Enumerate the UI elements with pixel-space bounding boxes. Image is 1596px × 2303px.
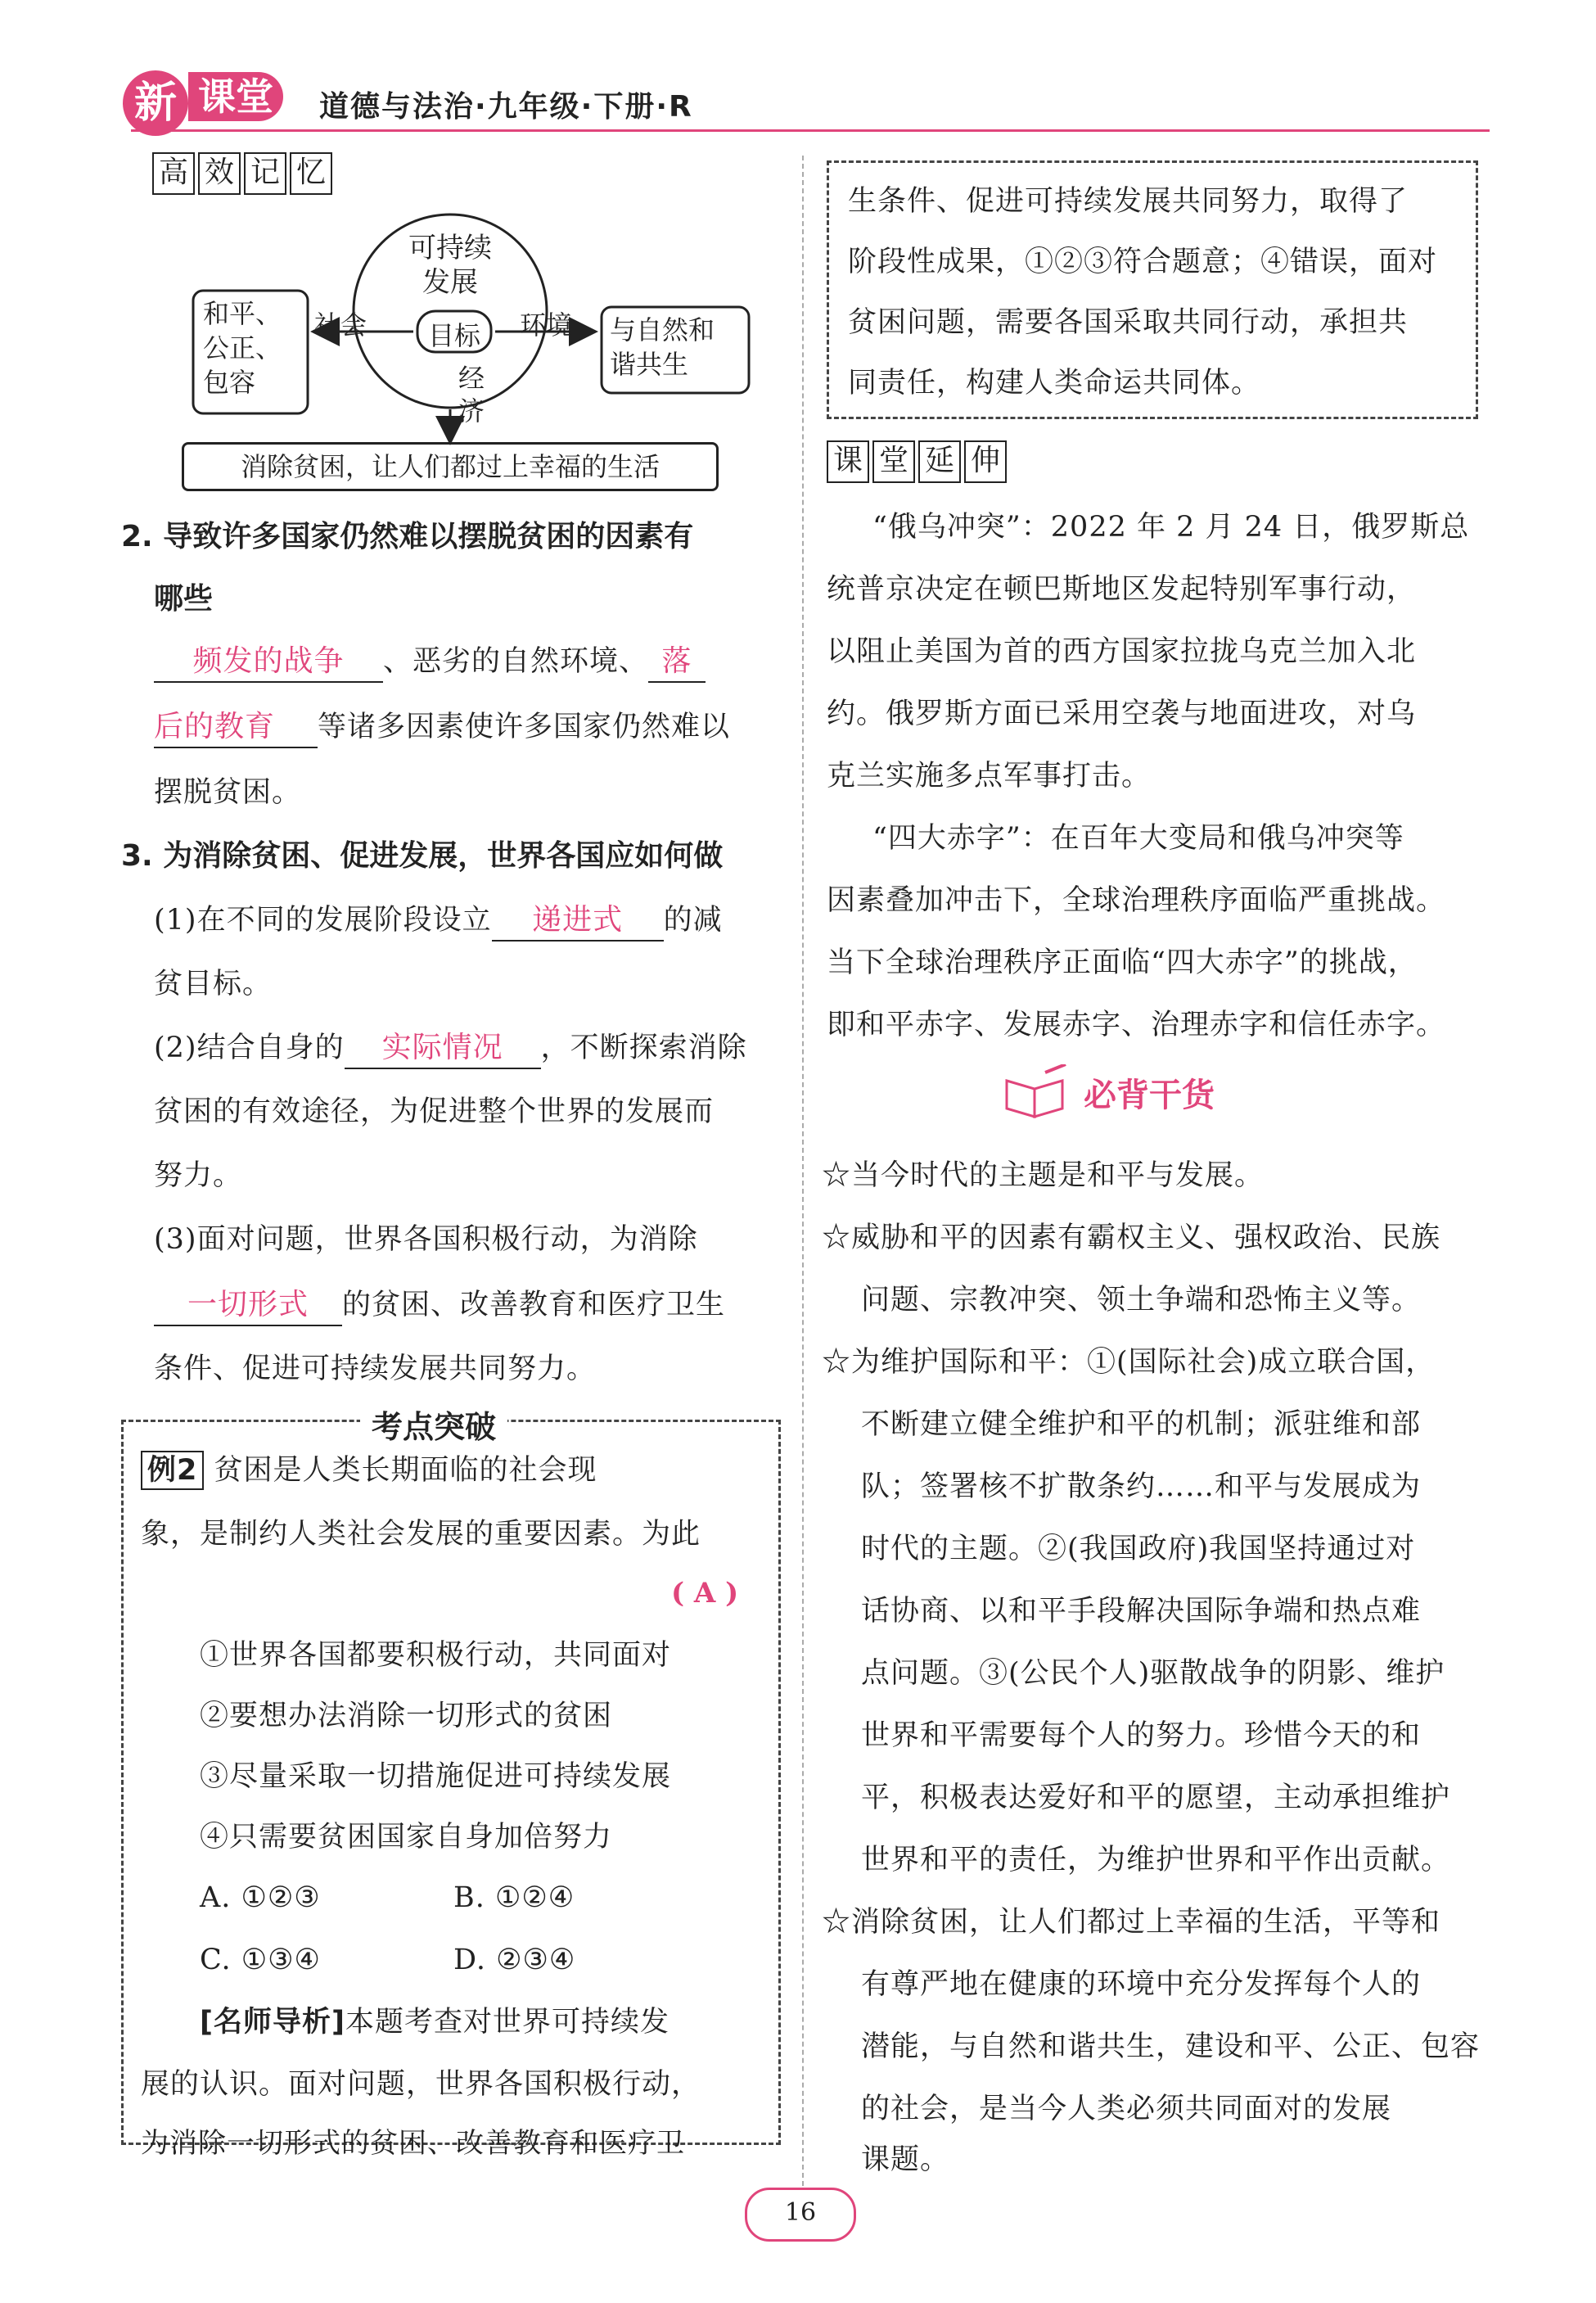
q3-p2-line2: 贫困的有效途径，为促进整个世界的发展而 — [154, 1095, 715, 1128]
label-char: 课 — [827, 440, 869, 483]
must-item-2-l2: 问题、宗教冲突、领土争端和恐怖主义等。 — [861, 1284, 1422, 1316]
label-char: 高 — [152, 152, 195, 195]
ext-p2-l3: 当下全球治理秩序正面临“四大赤字”的挑战， — [827, 946, 1418, 979]
option-3: ③尽量采取一切措施促进可持续发展 — [200, 1760, 672, 1793]
must-item-2-l1: ☆威胁和平的因素有霸权主义、强权政治、民族 — [822, 1221, 1441, 1254]
q3-title: 3. 为消除贫困、促进发展，世界各国应如何做 — [121, 839, 724, 873]
q2-answer-2b: 后的教育 — [154, 707, 318, 748]
analysis-line-3: 为消除一切形式的贫困、改善教育和医疗卫 — [141, 2127, 685, 2160]
must-item-3-l8: 平，积极表达爱好和平的愿望，主动承担维护 — [861, 1781, 1451, 1814]
bottom-box: 消除贫困，让人们都过上幸福的生活 — [182, 442, 719, 491]
example-answer: ( A ) — [671, 1577, 739, 1610]
q3-answer-2: 实际情况 — [345, 1028, 541, 1069]
down-arrow-label: 经 济 — [458, 363, 485, 427]
q3-answer-3: 一切形式 — [154, 1285, 342, 1326]
label-char: 堂 — [872, 440, 915, 483]
example-tag: 例2 — [141, 1451, 204, 1490]
choice-a: A. ①②③ — [200, 1881, 321, 1914]
memory-label — [152, 152, 332, 195]
cont-line-2: 阶段性成果，①②③符合题意；④错误，面对 — [848, 246, 1438, 278]
q2-title: 2. 导致许多国家仍然难以摆脱贫困的因素有 — [121, 520, 694, 553]
ext-p1-l5: 克兰实施多点军事打击。 — [827, 760, 1152, 793]
q3-p1-line2: 贫目标。 — [154, 968, 273, 1000]
q3-p1-post: 的减 — [663, 904, 723, 937]
example-stem-1 — [141, 1439, 597, 1501]
must-item-3-l1: ☆为维护国际和平：①(国际社会)成立联合国， — [822, 1346, 1436, 1379]
label-char: 伸 — [964, 440, 1007, 483]
analysis-line-2: 展的认识。面对问题，世界各国积极行动， — [141, 2068, 701, 2101]
analysis-text-1: 本题考查对世界可持续发 — [345, 2006, 670, 2039]
q2-line1 — [154, 630, 706, 693]
cont-line-4: 同责任，构建人类命运共同体。 — [848, 367, 1261, 400]
q3-p2-pre: (2)结合自身的 — [154, 1032, 345, 1064]
left-box-text: 和平、 公正、 包容 — [203, 298, 282, 398]
label-char: 记 — [244, 152, 286, 195]
cont-line-3: 贫困问题，需要各国采取共同行动，承担共 — [848, 306, 1409, 339]
book-subtitle: 道德与法治·九年级·下册·R — [319, 90, 693, 124]
right-box-text: 与自然和 谐共生 — [610, 314, 715, 380]
choice-b: B. ①②④ — [453, 1881, 575, 1914]
q2-line2 — [154, 696, 730, 758]
q3-p3-line1: (3)面对问题，世界各国积极行动，为消除 — [154, 1223, 698, 1256]
choice-c: C. ①③④ — [200, 1944, 321, 1976]
must-item-1: ☆当今时代的主题是和平与发展。 — [822, 1159, 1265, 1192]
q2-answer-2a: 落 — [648, 642, 706, 683]
option-1: ①世界各国都要积极行动，共同面对 — [200, 1639, 672, 1672]
must-item-3-l6: 点问题。③(公民个人)驱散战争的阴影、维护 — [861, 1657, 1445, 1690]
ext-p1-l3: 以阻止美国为首的西方国家拉拢乌克兰加入北 — [827, 635, 1417, 668]
q3-p1-pre: (1)在不同的发展阶段设立 — [154, 904, 492, 937]
logo-badge: 新 — [123, 70, 188, 136]
q2-title-cont: 哪些 — [154, 582, 214, 616]
must-item-3-l7: 世界和平需要每个人的努力。珍惜今天的和 — [861, 1719, 1422, 1752]
analysis-tag: [名师导析] — [200, 2006, 345, 2039]
label-char: 效 — [198, 152, 241, 195]
center-top-text: 可持续 发展 — [408, 232, 492, 299]
q3-p2 — [154, 1017, 747, 1079]
ext-p1-l1: “俄乌冲突”：2022 年 2 月 24 日，俄罗斯总 — [872, 511, 1470, 544]
book-icon — [1000, 1064, 1074, 1122]
must-item-4-l3: 潜能，与自然和谐共生，建设和平、公正、包容 — [861, 2030, 1481, 2063]
q3-answer-1: 递进式 — [492, 901, 664, 942]
header-divider — [131, 129, 1490, 132]
q2-mid: 、恶劣的自然环境、 — [383, 645, 649, 678]
must-item-4-l5: 课题。 — [861, 2143, 950, 2176]
q3-p3-line2 — [154, 1274, 725, 1336]
center-inner-text: 目标 — [427, 320, 480, 351]
q2-answer-1: 频发的战争 — [154, 642, 383, 683]
left-arrow-label: 社会 — [314, 309, 367, 341]
must-item-4-l2: 有尊严地在健康的环境中充分发挥每个人的 — [861, 1968, 1422, 2001]
choice-d: D. ②③④ — [453, 1944, 576, 1976]
ext-p1-l2: 统普京决定在顿巴斯地区发起特别军事行动， — [827, 573, 1417, 606]
label-char: 延 — [918, 440, 961, 483]
must-item-3-l4: 时代的主题。②(我国政府)我国坚持通过对 — [861, 1533, 1416, 1565]
ext-p2-l1: “四大赤字”：在百年大变局和俄乌冲突等 — [872, 822, 1404, 855]
ext-p2-l4: 即和平赤字、发展赤字、治理赤字和信任赤字。 — [827, 1009, 1446, 1041]
q3-p1 — [154, 889, 723, 951]
stem-line-1: 贫困是人类长期面临的社会现 — [214, 1454, 597, 1487]
ext-p2-l2: 因素叠加冲击下，全球治理秩序面临严重挑战。 — [827, 884, 1446, 917]
q3-p2-post: ，不断探索消除 — [540, 1032, 747, 1064]
example-stem-2: 象，是制约人类社会发展的重要因素。为此 — [141, 1518, 701, 1551]
right-arrow-label: 环境 — [520, 309, 573, 341]
must-item-3-l2: 不断建立健全维护和平的机制；派驻维和部 — [861, 1408, 1422, 1441]
q3-p3-line3: 条件、促进可持续发展共同努力。 — [154, 1352, 597, 1385]
q3-p3-post: 的贫困、改善教育和医疗卫生 — [342, 1289, 726, 1321]
q3-p2-line3: 努力。 — [154, 1159, 243, 1192]
logo — [123, 64, 319, 129]
option-4: ④只需要贫困国家自身加倍努力 — [200, 1821, 613, 1854]
page-number: 16 — [745, 2188, 856, 2242]
ext-p1-l4: 约。俄罗斯方面已采用空袭与地面进攻，对乌 — [827, 698, 1417, 730]
analysis-line-1 — [200, 1991, 670, 2053]
q2-line3: 摆脱贫困。 — [154, 776, 302, 809]
label-char: 忆 — [290, 152, 332, 195]
must-item-4-l4: 的社会，是当今人类必须共同面对的发展 — [861, 2093, 1392, 2125]
must-item-3-l5: 话协商、以和平手段解决国际争端和热点难 — [861, 1595, 1422, 1628]
must-item-3-l3: 队；签署核不扩散条约……和平与发展成为 — [861, 1470, 1422, 1503]
option-2: ②要想办法消除一切形式的贫困 — [200, 1700, 613, 1732]
must-item-4-l1: ☆消除贫困，让人们都过上幸福的生活，平等和 — [822, 1906, 1441, 1939]
q2-end: 等诸多因素使许多国家仍然难以 — [318, 711, 731, 743]
extension-label — [827, 440, 1007, 483]
must-title: 必背干货 — [1084, 1077, 1215, 1114]
logo-text: 课堂 — [188, 72, 283, 121]
cont-line-1: 生条件、促进可持续发展共同努力，取得了 — [848, 185, 1409, 218]
must-item-3-l9: 世界和平的责任，为维护世界和平作出贡献。 — [861, 1844, 1451, 1876]
column-divider — [802, 156, 804, 2186]
section-tag: 考点突破 — [360, 1402, 507, 1447]
